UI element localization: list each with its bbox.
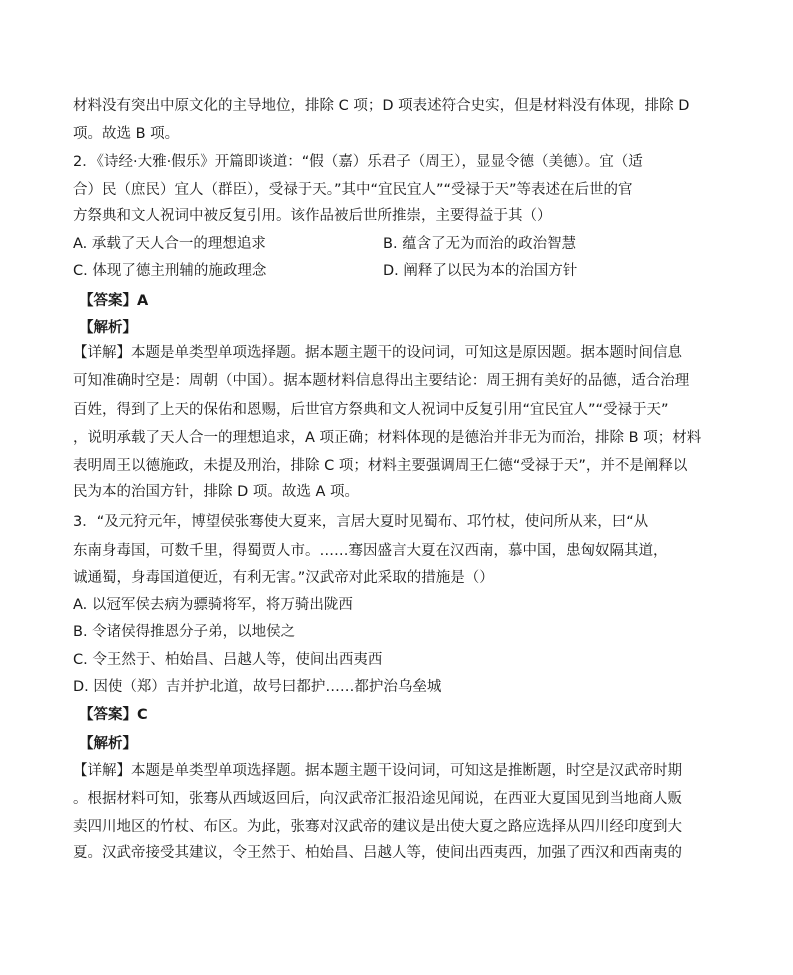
- q2-option-d: D. 阐释了以民为本的治国方针: [383, 263, 578, 279]
- q2-option-b: B. 蕴含了无为而治的政治智慧: [383, 236, 577, 252]
- text-line: 项。故选 B 项。: [73, 126, 180, 142]
- q2-detail-line: 民为本的治国方针，排除 D 项。故选 A 项。: [73, 484, 360, 500]
- q2-detail-line: 百姓，得到了上天的保佑和恩赐，后世官方祭典和文人祝词中反复引用“宜民宜人”“受禄于天”: [73, 402, 669, 418]
- q2-option-c: C. 体现了德主刑辅的施政理念: [73, 263, 267, 279]
- question-2-stem: 2．《诗经·大雅·假乐》开篇即谈道：“假（嘉）乐君子（周王），显显令德（美德）。宜（适: [73, 154, 643, 170]
- q3-option-a: A. 以冠军侯去病为骠骑将军，将万骑出陇西: [73, 597, 353, 613]
- question-2-stem: 方祭典和文人祝词中被反复引用。该作品被后世所推崇，主要得益于其（）: [73, 208, 552, 224]
- q3-detail-line: 夏。汉武帝接受其建议，令王然于、柏始昌、吕越人等，使间出西夷西，加强了西汉和西南夷的: [73, 845, 682, 861]
- q3-analysis-label: 【解析】: [79, 736, 137, 752]
- text-line: 材料没有突出中原文化的主导地位，排除 C 项；D 项表述符合史实，但是材料没有体现，排除 D: [73, 98, 690, 114]
- q3-detail-line: 卖四川地区的竹杖、布区。为此，张骞对汉武帝的建议是出使大夏之路应选择从四川经印度到大: [73, 819, 682, 835]
- q2-option-a: A. 承载了天人合一的理想追求: [73, 236, 266, 252]
- q3-option-b: B. 令诸侯得推恩分子弟，以地侯之: [73, 624, 296, 640]
- q2-detail-line: 表明周王以德施政，未提及刑治，排除 C 项；材料主要强调周王仁德“受禄于天”，并不是阐释以: [73, 458, 688, 474]
- q3-option-c: C. 令王然于、柏始昌、吕越人等，使间出西夷西: [73, 652, 383, 668]
- question-2-stem: 合）民（庶民）宜人（群臣），受禄于天。”其中“宜民宜人”“受禄于天”等表述在后世的官: [73, 182, 633, 198]
- q2-analysis-label: 【解析】: [79, 320, 137, 336]
- q2-detail-line: ，说明承载了天人合一的理想追求，A 项正确；材料体现的是德治并非无为而治，排除 B 项；材料: [73, 430, 702, 446]
- q2-answer: 【答案】A: [79, 293, 149, 309]
- q3-option-d: D. 因使（郑）吉并护北道，故号曰都护……都护治乌垒城: [73, 679, 442, 695]
- question-3-stem: 东南身毒国，可数千里，得蜀贾人市。……骞因盛言大夏在汉西南，慕中国，患匈奴隔其道，: [73, 543, 668, 559]
- question-3-stem: 3．“及元狩元年，博望侯张骞使大夏来，言居大夏时见蜀布、邛竹杖，使问所从来，曰“从: [73, 514, 649, 530]
- q3-detail-line: 。根据材料可知，张骞从西域返回后，向汉武帝汇报沿途见闻说，在西亚大夏国见到当地商人贩: [73, 791, 682, 807]
- q2-detail-line: 【详解】本题是单类型单项选择题。据本题主题干的设问词，可知这是原因题。据本题时间信息: [73, 345, 682, 361]
- question-3-stem: 诚通蜀，身毒国道便近，有利无害。”汉武帝对此采取的措施是（）: [73, 570, 494, 586]
- q3-detail-line: 【详解】本题是单类型单项选择题。据本题主题干设问词，可知这是推断题，时空是汉武帝时期: [73, 763, 682, 779]
- q2-detail-line: 可知准确时空是：周朝（中国）。据本题材料信息得出主要结论：周王拥有美好的品德，适合治理: [73, 373, 690, 389]
- q3-answer: 【答案】C: [79, 707, 148, 723]
